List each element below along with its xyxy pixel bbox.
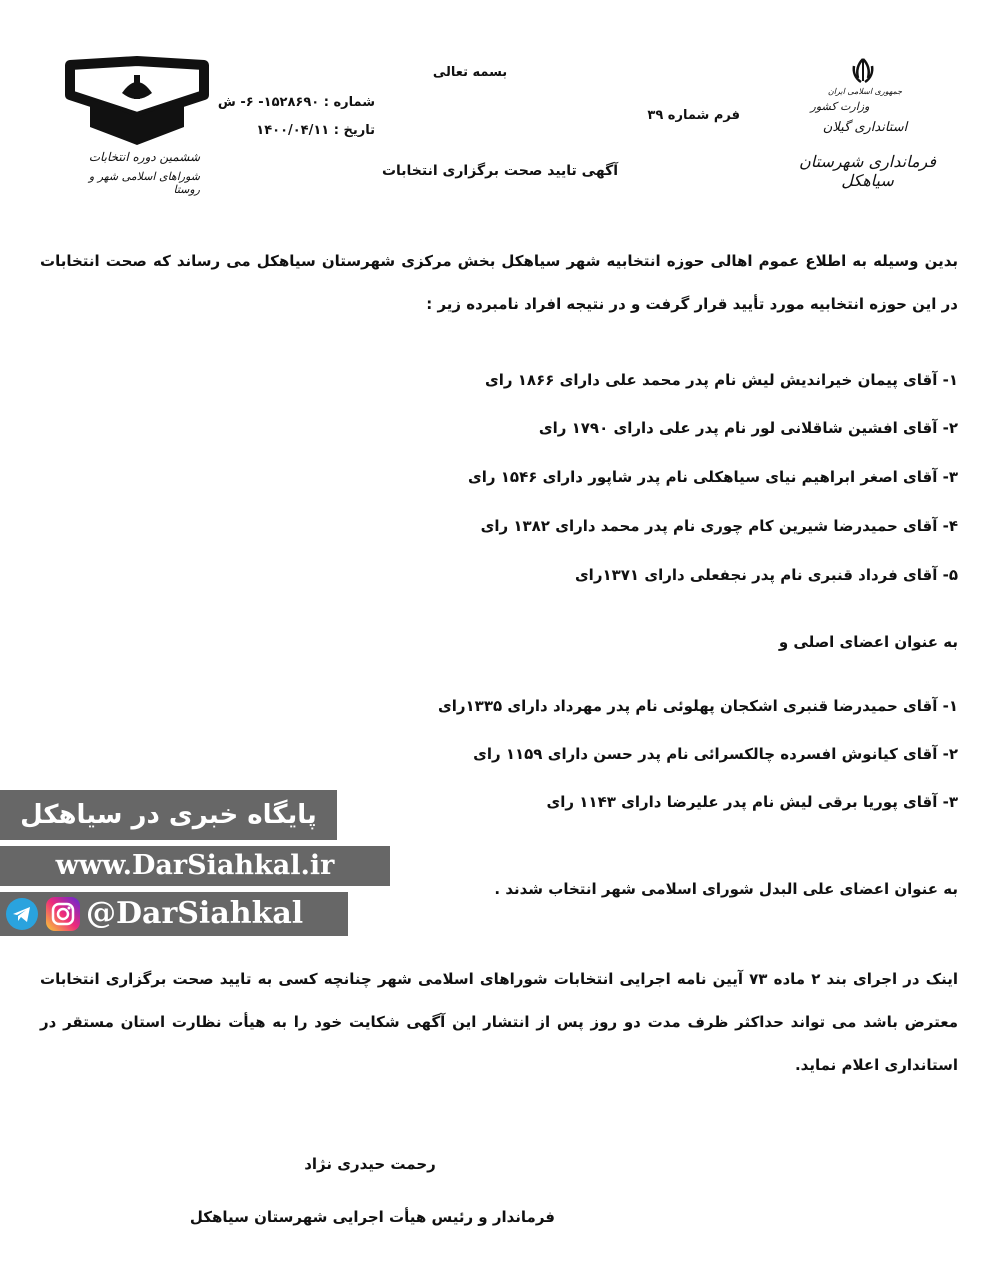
ministry-line-2: وزارت کشور (810, 100, 870, 113)
main-member-3: ۳- آقای اصغر ابراهیم نیای سیاهکلی نام پدر شاپور دارای ۱۵۴۶ رای (468, 468, 958, 486)
alternate-member-2: ۲- آقای کیانوش افسرده چالکسرائی نام پدر حسن دارای ۱۱۵۹ رای (473, 745, 958, 763)
main-member-2: ۲- آقای افشین شاقلانی لور نام پدر علی دارای ۱۷۹۰ رای (538, 419, 958, 437)
watermark-line-1: پایگاه خبری در سیاهکل (0, 790, 337, 840)
intro-paragraph: بدین وسیله به اطلاع عموم اهالی حوزه انتخابیه شهر سیاهکل بخش مرکزی شهرستان سیاهکل می رساند که صحت انتخابات در این حوزه انتخابیه مورد تأیید قرار گرفت و در نتیجه افراد نامبرده زیر : (40, 252, 958, 313)
notice-title: آگهی تایید صحت برگزاری انتخابات (381, 163, 619, 179)
form-number: فرم شماره ۳۹ (647, 108, 740, 123)
alternate-caption: به عنوان اعضای علی البدل شورای اسلامی شهر انتخاب شدند . (494, 880, 958, 898)
alternate-member-3: ۳- آقای پوریا برقی لیش نام پدر علیرضا دارای ۱۱۴۳ رای (546, 793, 958, 811)
main-member-5: ۵- آقای فرداد قنبری نام پدر نجفعلی دارای ۱۳۷۱رای (574, 566, 958, 584)
main-member-4: ۴- آقای حمیدرضا شیرین کام چوری نام پدر محمد دارای ۱۳۸۲ رای (480, 517, 958, 535)
alternate-member-1: ۱- آقای حمیدرضا قنبری اشکجان پهلوئی نام پدر مهرداد دارای ۱۳۳۵رای (437, 697, 958, 715)
watermark-line-3: @DarSiahkal (86, 896, 304, 931)
ministry-line-3: استانداری گیلان (822, 120, 908, 135)
watermark-line-2: www.DarSiahkal.ir (0, 846, 390, 886)
letter-date: تاریخ : ۱۴۰۰/۰۴/۱۱ (256, 123, 375, 138)
ministry-line-1: جمهوری اسلامی ایران (827, 87, 903, 96)
election-logo (62, 55, 212, 150)
closing-paragraph: اینک در اجرای بند ۲ ماده ۷۳ آیین نامه اجرایی انتخابات شوراهای اسلامی شهر چنانچه کسی به تایید صحت برگزاری انتخابات معترض باشد می تواند حداکثر ظرف مدت دو روز پس از انتشار این آگهی شکایت خود را به هیأت نظارت استان مستقر در استانداری اعلام نماید. (40, 970, 959, 1074)
letter-number: شماره : ۱۵۲۸۶۹۰- ۶- ش (217, 95, 375, 110)
main-member-1: ۱- آقای پیمان خیراندیش لیش نام پدر محمد علی دارای ۱۸۶۶ رای (485, 371, 958, 389)
left-logo-caption-2: شوراهای اسلامی شهر و روستا (88, 170, 200, 196)
iran-emblem (848, 56, 878, 86)
telegram-icon (6, 898, 38, 930)
main-members-caption: به عنوان اعضای اصلی و (778, 633, 958, 651)
left-logo-caption-1: ششمین دوره انتخابات (88, 150, 200, 164)
election-logo-icon (62, 55, 212, 150)
instagram-icon (46, 897, 80, 931)
bismillah: بسمه تعالی (432, 65, 508, 80)
ministry-line-4: فرمانداری شهرستان سیاهکل (798, 152, 937, 190)
watermark-line-3-bar (0, 892, 348, 936)
signer-name: رحمت حیدری نژاد (304, 1155, 436, 1173)
iran-emblem-icon (848, 56, 878, 86)
signer-title: فرماندار و رئیس هیأت اجرایی شهرستان سیاهکل (189, 1208, 555, 1226)
